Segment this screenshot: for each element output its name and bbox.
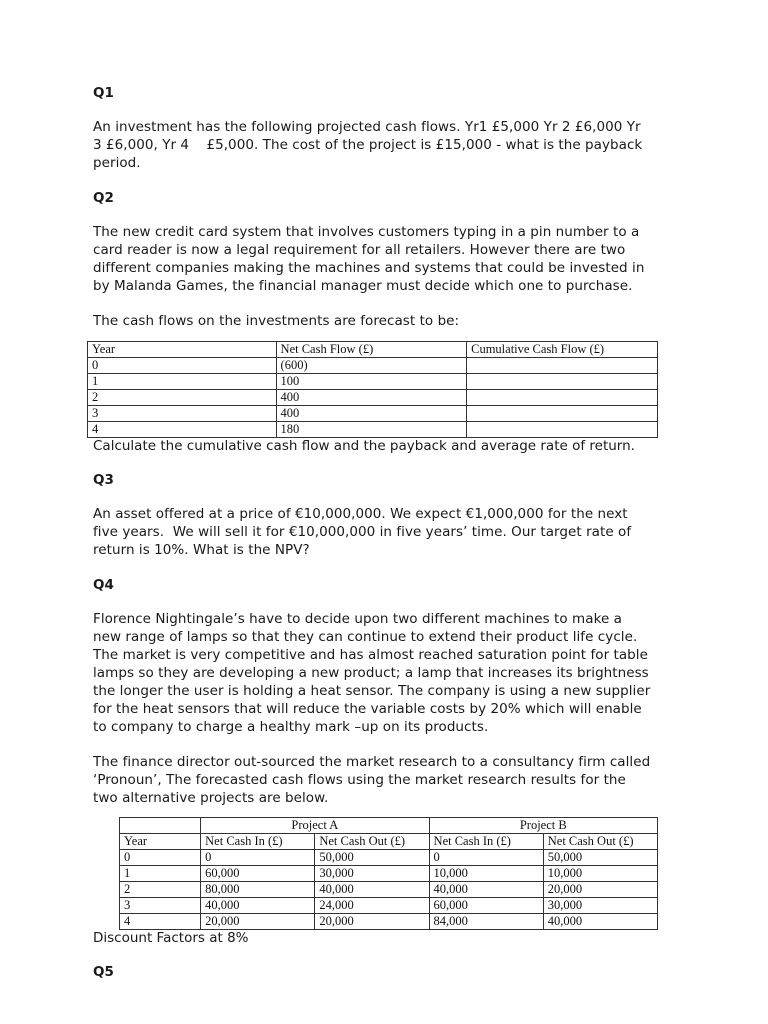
table-cell [467,374,658,390]
q1-line: An investment has the following projected cash flows. Yr1 £5,000 Yr 2 £6,000 Yr [93,119,641,135]
q1-line: 3 £6,000, Yr 4 £5,000. The cost of the project is £15,000 - what is the payback [93,137,643,153]
table-row [88,358,658,374]
table-row [88,374,658,390]
table-header-cell: Net Cash Flow (£) [276,342,467,358]
q1-heading: Q1 [93,85,114,101]
table-row [88,406,658,422]
q2-forecast-text: The cash flows on the investments are forecast to be: [93,313,460,329]
q2-cash-flow-table [87,341,658,438]
q4-discount-text: Discount Factors at 8% [93,930,249,946]
table-cell: 0 [88,358,277,374]
table-cell: 3 [88,406,277,422]
q2-heading: Q2 [93,190,114,206]
table-cell [467,358,658,374]
table-cell: 1 [88,374,277,390]
q2-intro [93,223,678,295]
table-cell: 0 [201,850,315,866]
table-header-row [88,342,658,358]
q4-intro [93,610,678,736]
q2-intro-line: different companies making the machines and systems that could be invested in [93,260,645,276]
table-row [88,422,658,438]
table-header-cell: Net Cash Out (£) [543,834,657,850]
table-row [120,850,658,866]
q4-research [93,753,678,807]
table-cell [467,406,658,422]
q2-intro-line: card reader is now a legal requirement for all retailers. However there are two [93,242,626,258]
table-cell: 40,000 [543,914,657,930]
table-cell: 100 [276,374,467,390]
table-cell: 60,000 [201,866,315,882]
table-cell: 20,000 [543,882,657,898]
table-cell [120,818,201,834]
table-cell: 0 [429,850,543,866]
q4-intro-line: Florence Nightingale’s have to decide upon two different machines to make a [93,611,622,627]
q3-heading: Q3 [93,472,114,488]
q4-intro-line: The market is very competitive and has almost reached saturation point for table [93,647,648,663]
document-page [93,84,678,997]
table-cell: 20,000 [201,914,315,930]
table-cell: 1 [120,866,201,882]
table-row [120,898,658,914]
table-header-cell: Net Cash In (£) [429,834,543,850]
table-cell: 4 [88,422,277,438]
table-cell: 50,000 [543,850,657,866]
table-cell: 40,000 [201,898,315,914]
table-cell [467,390,658,406]
q3-line: An asset offered at a price of €10,000,000. We expect €1,000,000 for the next [93,506,628,522]
q4-research-line: ‘Pronoun’, The forecasted cash flows using the market research results for the [93,772,626,788]
table-cell: 40,000 [315,882,429,898]
table-cell: 180 [276,422,467,438]
q4-research-line: The finance director out-sourced the market research to a consultancy firm called [93,754,651,770]
table-cell: 84,000 [429,914,543,930]
q2-intro-line: The new credit card system that involves customers typing in a pin number to a [93,224,640,240]
q4-intro-line: to company to charge a healthy mark –up on its products. [93,719,489,735]
table-cell: 30,000 [315,866,429,882]
table-cell: (600) [276,358,467,374]
q1-text [93,118,678,172]
q3-line: five years. We will sell it for €10,000,000 in five years’ time. Our target rate of [93,524,632,540]
q3-text [93,505,678,559]
table-cell: 400 [276,406,467,422]
q4-intro-line: the longer the user is holding a heat sensor. The company is using a new supplier [93,683,651,699]
table-cell: 24,000 [315,898,429,914]
q2-instruction: Calculate the cumulative cash flow and the payback and average rate of return. [93,438,635,454]
table-header-cell: Net Cash In (£) [201,834,315,850]
table-header-cell: Year [88,342,277,358]
table-row [120,882,658,898]
table-cell: 50,000 [315,850,429,866]
table-header-cell: Year [120,834,201,850]
table-cell: 4 [120,914,201,930]
table-header-cell: Cumulative Cash Flow (£) [467,342,658,358]
project-b-header: Project B [429,818,657,834]
table-cell: 3 [120,898,201,914]
q2-intro-line: by Malanda Games, the financial manager must decide which one to purchase. [93,278,633,294]
table-cell: 10,000 [543,866,657,882]
table-cell: 80,000 [201,882,315,898]
q1-line: period. [93,155,141,171]
q4-intro-line: lamps so they are developing a new product; a lamp that increases its brightness [93,665,649,681]
q4-intro-line: new range of lamps so that they can continue to extend their product life cycle. [93,629,638,645]
table-cell: 2 [120,882,201,898]
table-cell [467,422,658,438]
table-cell: 10,000 [429,866,543,882]
q5-heading: Q5 [93,964,114,980]
q4-intro-line: for the heat sensors that will reduce the variable costs by 20% which will enable [93,701,642,717]
table-header-row [120,834,658,850]
table-header-cell: Net Cash Out (£) [315,834,429,850]
table-cell: 2 [88,390,277,406]
q4-projects-table [119,817,658,930]
table-row [120,866,658,882]
table-cell: 60,000 [429,898,543,914]
table-row [88,390,658,406]
table-cell: 400 [276,390,467,406]
q4-research-line: two alternative projects are below. [93,790,329,806]
table-cell: 40,000 [429,882,543,898]
q3-line: return is 10%. What is the NPV? [93,542,310,558]
table-row [120,914,658,930]
table-cell: 0 [120,850,201,866]
table-cell: 20,000 [315,914,429,930]
table-project-row [120,818,658,834]
q4-heading: Q4 [93,577,114,593]
project-a-header: Project A [201,818,429,834]
table-cell: 30,000 [543,898,657,914]
